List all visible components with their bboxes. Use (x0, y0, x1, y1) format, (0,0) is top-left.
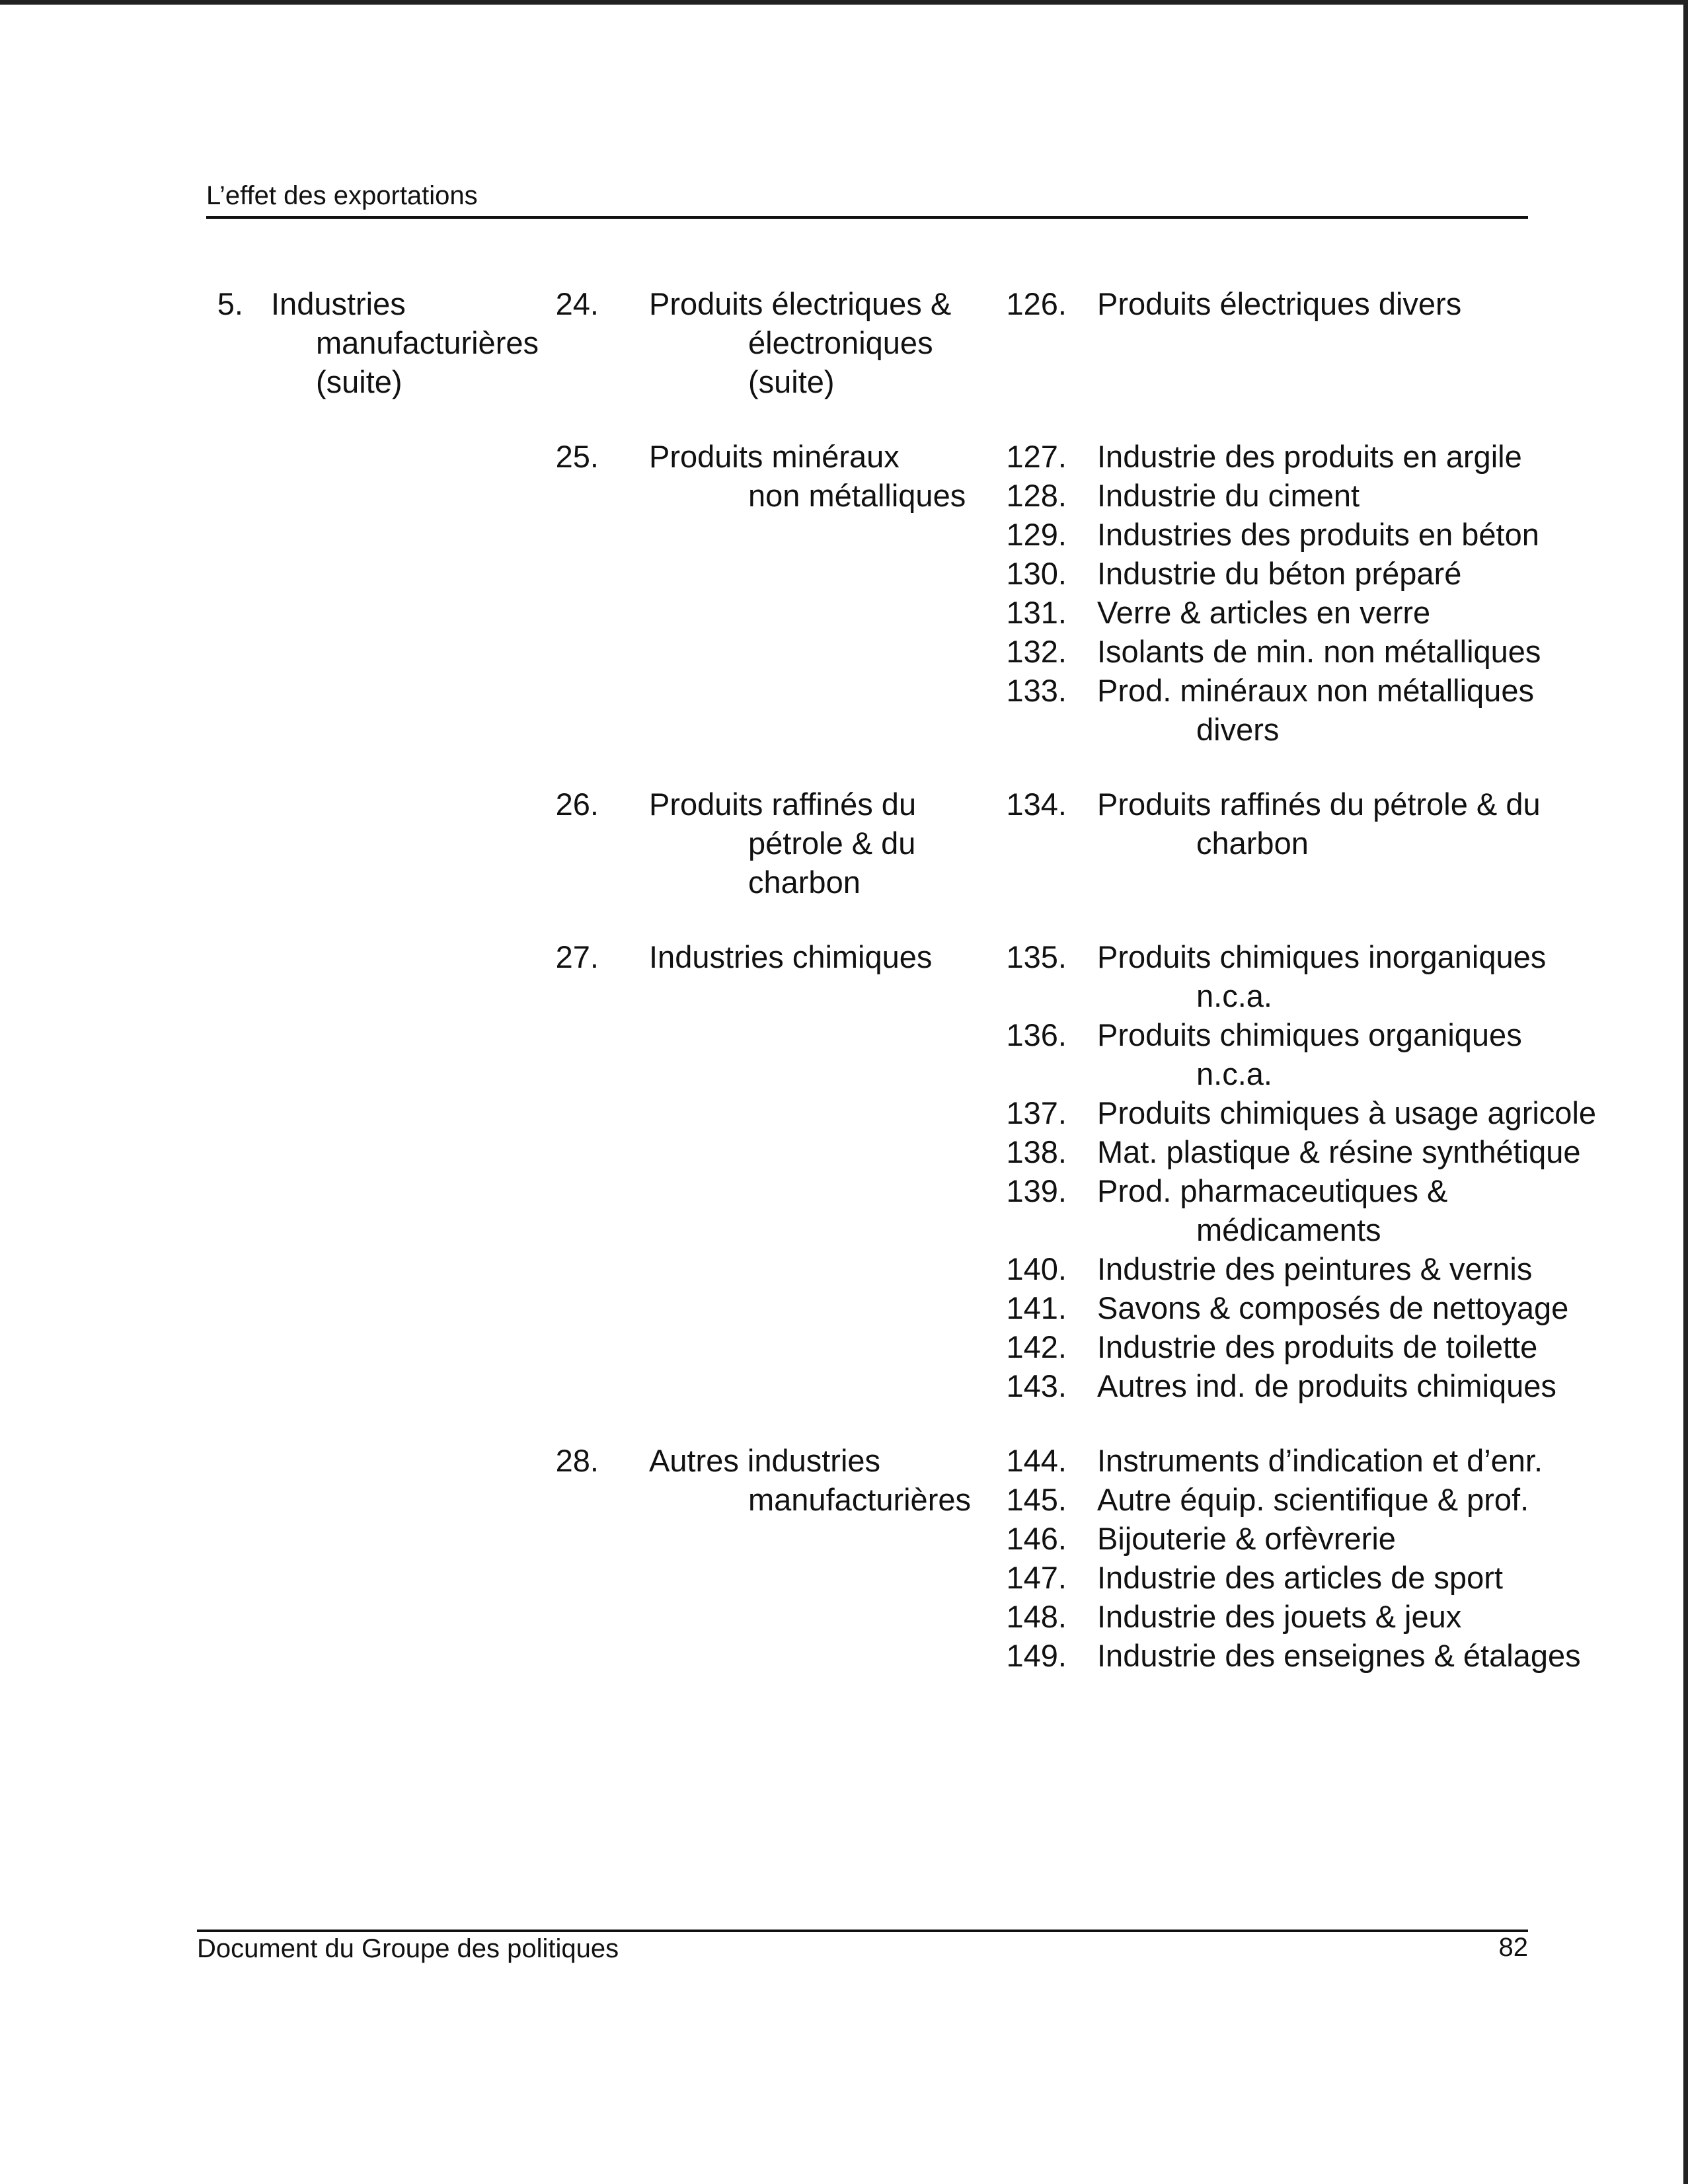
industry-number: 130. (1006, 556, 1067, 591)
industry-name: n.c.a. (1196, 978, 1272, 1013)
group-title: Produits électriques & (649, 286, 952, 321)
group-title: Industries chimiques (649, 939, 933, 974)
group-number: 28. (555, 1443, 599, 1478)
industry-name: Autre équip. scientifique & prof. (1097, 1482, 1529, 1517)
page-number: 82 (1498, 1933, 1528, 1962)
industry-number: 128. (1006, 478, 1067, 513)
running-title: L’effet des exportations (206, 181, 478, 210)
industry-number: 131. (1006, 595, 1067, 630)
industry-name: Prod. pharmaceutiques & (1097, 1173, 1448, 1208)
industry-name: Industrie des produits de toilette (1097, 1329, 1538, 1364)
industry-number: 139. (1006, 1173, 1067, 1208)
industry-name: Industrie des peintures & vernis (1097, 1251, 1533, 1286)
sector-label: Industries (271, 286, 406, 321)
industry-name: Industrie des enseignes & étalages (1097, 1638, 1581, 1673)
footer-rule (197, 1930, 1528, 1932)
industry-number: 142. (1006, 1329, 1067, 1364)
group-title: (suite) (748, 364, 835, 399)
sector-number: 5. (217, 286, 243, 321)
industry-name: divers (1196, 712, 1280, 747)
industry-name: Prod. minéraux non métalliques (1097, 673, 1534, 708)
industry-name: Industrie du ciment (1097, 478, 1360, 513)
industry-name: médicaments (1196, 1212, 1381, 1247)
industry-number: 141. (1006, 1290, 1067, 1325)
industry-number: 147. (1006, 1560, 1067, 1595)
group-number: 27. (555, 939, 599, 974)
industry-name: Autres ind. de produits chimiques (1097, 1368, 1556, 1403)
group-title: Produits minéraux (649, 439, 900, 474)
industry-number: 129. (1006, 517, 1067, 552)
industry-name: Produits chimiques inorganiques (1097, 939, 1547, 974)
industry-name: Industrie du béton préparé (1097, 556, 1462, 591)
industry-number: 137. (1006, 1095, 1067, 1130)
industry-name: Instruments d’indication et d’enr. (1097, 1443, 1543, 1478)
industry-name: Industrie des articles de sport (1097, 1560, 1503, 1595)
sector-label: manufacturières (316, 325, 539, 360)
industry-number: 143. (1006, 1368, 1067, 1403)
industry-number: 126. (1006, 286, 1067, 321)
group-title: pétrole & du (748, 826, 916, 861)
industry-number: 136. (1006, 1017, 1067, 1052)
industry-name: Produits chimiques à usage agricole (1097, 1095, 1597, 1130)
industry-name: Produits chimiques organiques (1097, 1017, 1522, 1052)
group-title: Produits raffinés du (649, 787, 917, 822)
industry-number: 140. (1006, 1251, 1067, 1286)
industry-name: n.c.a. (1196, 1056, 1272, 1091)
industry-number: 127. (1006, 439, 1067, 474)
industry-number: 144. (1006, 1443, 1067, 1478)
industry-name: charbon (1196, 826, 1309, 861)
industry-number: 148. (1006, 1599, 1067, 1634)
industry-number: 145. (1006, 1482, 1067, 1517)
industry-name: Verre & articles en verre (1097, 595, 1431, 630)
industry-number: 138. (1006, 1134, 1067, 1169)
group-number: 26. (555, 787, 599, 822)
group-title: non métalliques (748, 478, 966, 513)
industry-number: 149. (1006, 1638, 1067, 1673)
group-title: manufacturières (748, 1482, 971, 1517)
group-title: Autres industries (649, 1443, 881, 1478)
industry-name: Industries des produits en béton (1097, 517, 1539, 552)
group-number: 24. (555, 286, 599, 321)
sector-label: (suite) (316, 364, 403, 399)
industry-name: Industrie des produits en argile (1097, 439, 1522, 474)
industry-number: 133. (1006, 673, 1067, 708)
industry-name: Bijouterie & orfèvrerie (1097, 1521, 1396, 1556)
industry-name: Mat. plastique & résine synthétique (1097, 1134, 1581, 1169)
industry-name: Savons & composés de nettoyage (1097, 1290, 1569, 1325)
group-title: électroniques (748, 325, 933, 360)
industry-number: 146. (1006, 1521, 1067, 1556)
industry-number: 135. (1006, 939, 1067, 974)
industry-name: Produits électriques divers (1097, 286, 1462, 321)
group-number: 25. (555, 439, 599, 474)
industry-number: 132. (1006, 634, 1067, 669)
industry-name: Produits raffinés du pétrole & du (1097, 787, 1541, 822)
group-title: charbon (748, 865, 861, 900)
industry-name: Industrie des jouets & jeux (1097, 1599, 1462, 1634)
industry-number: 134. (1006, 787, 1067, 822)
footer-document-name: Document du Groupe des politiques (197, 1934, 619, 1963)
industry-name: Isolants de min. non métalliques (1097, 634, 1541, 669)
